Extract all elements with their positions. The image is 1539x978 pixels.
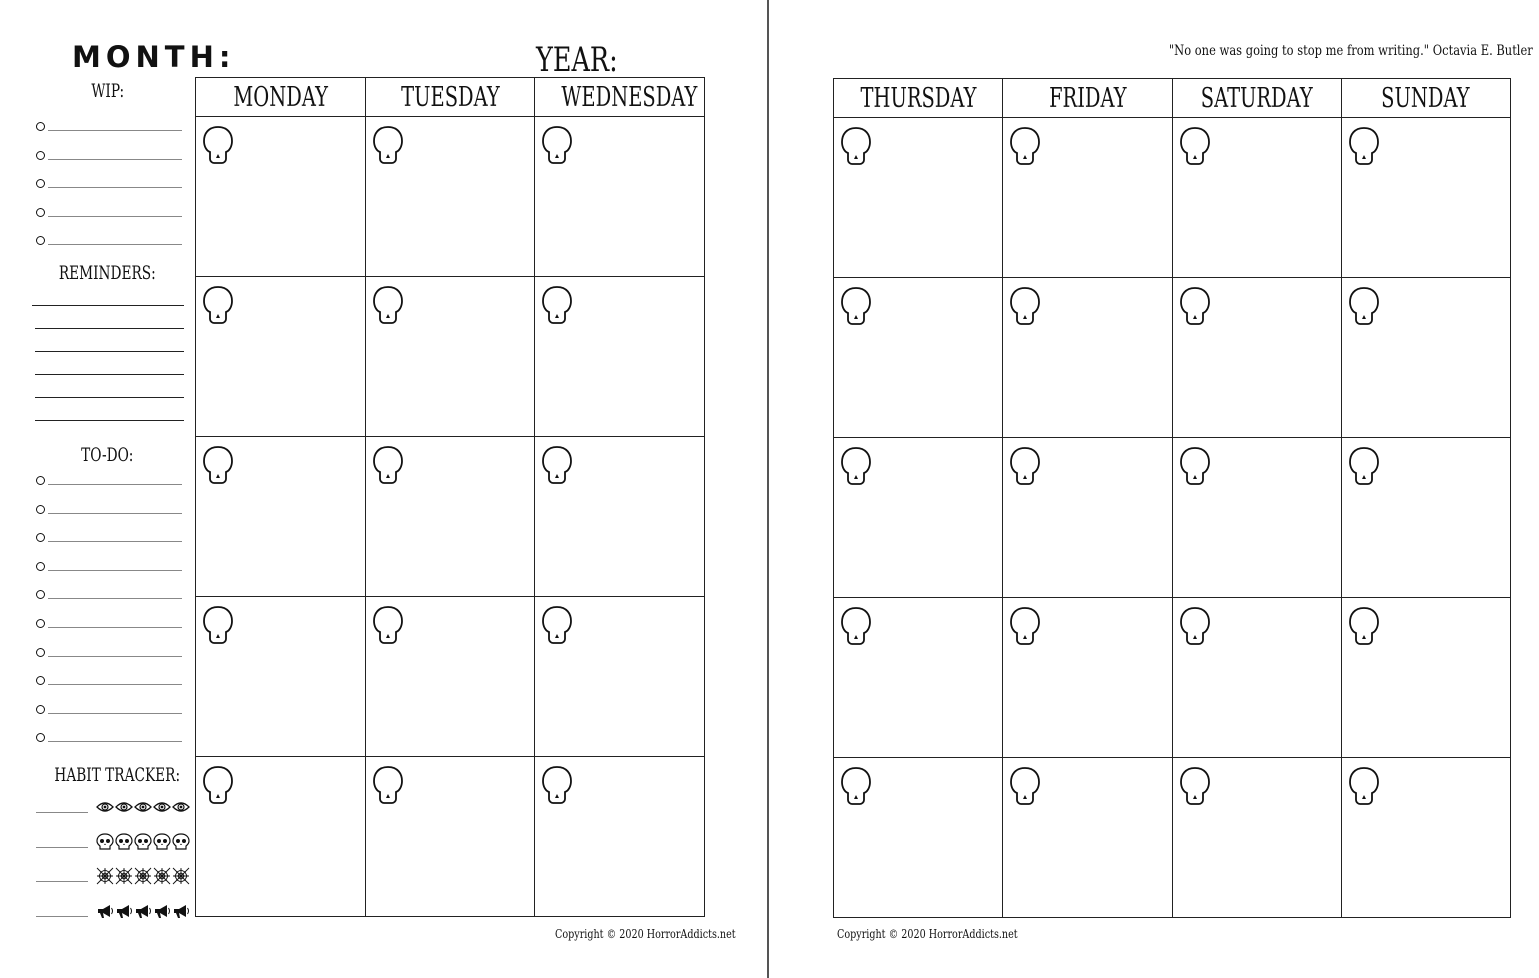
day-cell[interactable] (535, 597, 705, 757)
todo-title-text: TO-DO: (81, 444, 134, 466)
day-cell[interactable] (834, 278, 1003, 438)
skull-icon (1179, 286, 1211, 326)
megaphone-icon (115, 902, 133, 920)
day-cell[interactable] (365, 437, 535, 597)
skull-icon (1009, 766, 1041, 806)
day-cell[interactable] (1003, 758, 1172, 918)
skull-icon (1179, 766, 1211, 806)
day-cell[interactable] (196, 277, 366, 437)
week-row (196, 117, 705, 277)
write-line[interactable] (48, 598, 182, 599)
day-cell[interactable] (196, 597, 366, 757)
reminder-line[interactable] (35, 328, 184, 329)
day-cell[interactable] (1003, 438, 1172, 598)
week-row (834, 438, 1511, 598)
week-row (834, 758, 1511, 918)
week-row (196, 757, 705, 917)
day-header-label: TUESDAY (400, 81, 500, 113)
skull-icon (1179, 606, 1211, 646)
day-cell[interactable] (1341, 758, 1510, 918)
bullet-circle-icon[interactable] (36, 122, 45, 131)
spiderweb-icon (172, 867, 190, 885)
day-header-label: SATURDAY (1200, 82, 1313, 114)
skull-icon (1348, 766, 1380, 806)
habit-name-line[interactable] (36, 916, 88, 917)
day-cell[interactable] (365, 117, 535, 277)
spiderweb-icon (115, 867, 133, 885)
day-header-label: THURSDAY (860, 82, 977, 114)
day-cell[interactable] (834, 438, 1003, 598)
skull-icon (202, 605, 234, 645)
write-line[interactable] (48, 187, 182, 188)
month-label: MONTH: (72, 40, 236, 74)
day-cell[interactable] (1172, 278, 1341, 438)
day-header-label: SUNDAY (1381, 82, 1471, 114)
habit-icons[interactable] (96, 902, 190, 920)
reminder-line[interactable] (35, 374, 184, 375)
day-header-wednesday (535, 78, 705, 117)
reminder-line[interactable] (35, 351, 184, 352)
reminder-line[interactable] (35, 397, 184, 398)
year-label-text: YEAR: (536, 40, 618, 80)
skull-icon (541, 125, 573, 165)
skull-icon (96, 833, 114, 851)
day-header-monday (196, 78, 366, 117)
skull-icon (202, 445, 234, 485)
habit-name-line[interactable] (36, 812, 88, 813)
bullet-circle-icon[interactable] (36, 590, 45, 599)
habit-name-line[interactable] (36, 881, 88, 882)
write-line[interactable] (48, 627, 182, 628)
eye-icon (134, 798, 152, 816)
bullet-circle-icon[interactable] (36, 648, 45, 657)
week-row (834, 278, 1511, 438)
skull-icon (1009, 286, 1041, 326)
skull-icon (172, 833, 190, 851)
copyright-right-text: Copyright © 2020 HorrorAddicts.net (837, 927, 1018, 941)
copyright-left (555, 927, 781, 942)
bullet-circle-icon[interactable] (36, 676, 45, 685)
spiderweb-icon (134, 867, 152, 885)
bullet-circle-icon[interactable] (36, 705, 45, 714)
calendar-left (195, 77, 705, 917)
day-header-label: MONDAY (233, 81, 328, 113)
habit-name-line[interactable] (36, 847, 88, 848)
bullet-circle-icon[interactable] (36, 236, 45, 245)
day-cell[interactable] (1003, 118, 1172, 278)
write-line[interactable] (48, 741, 182, 742)
copyright-right (837, 927, 1063, 942)
habit-icons[interactable] (96, 867, 190, 885)
skull-icon (372, 445, 404, 485)
bullet-circle-icon[interactable] (36, 562, 45, 571)
skull-icon (1348, 606, 1380, 646)
day-cell[interactable] (535, 437, 705, 597)
bullet-circle-icon[interactable] (36, 476, 45, 485)
megaphone-icon (172, 902, 190, 920)
copyright-left-text: Copyright © 2020 HorrorAddicts.net (555, 927, 736, 941)
wip-title-text: WIP: (91, 80, 124, 102)
megaphone-icon (134, 902, 152, 920)
skull-icon (840, 446, 872, 486)
habit-row (36, 833, 191, 857)
day-cell[interactable] (834, 598, 1003, 758)
skull-icon (840, 286, 872, 326)
habit-row (36, 902, 191, 926)
reminders-title (30, 262, 185, 285)
page-divider (767, 0, 769, 978)
day-cell[interactable] (1003, 598, 1172, 758)
week-row (196, 597, 705, 757)
bullet-circle-icon[interactable] (36, 179, 45, 188)
reminder-line[interactable] (32, 305, 184, 306)
day-cell[interactable] (196, 437, 366, 597)
day-cell[interactable] (1003, 278, 1172, 438)
day-cell[interactable] (834, 758, 1003, 918)
day-cell[interactable] (196, 757, 366, 917)
bullet-circle-icon[interactable] (36, 733, 45, 742)
write-line[interactable] (48, 484, 182, 485)
skull-icon (115, 833, 133, 851)
skull-icon (1179, 446, 1211, 486)
day-cell[interactable] (1172, 438, 1341, 598)
skull-icon (541, 765, 573, 805)
skull-icon (840, 766, 872, 806)
day-header-friday (1003, 79, 1172, 118)
wip-title (30, 80, 185, 103)
day-header-sunday (1341, 79, 1510, 118)
skull-icon (1009, 126, 1041, 166)
skull-icon (1009, 606, 1041, 646)
habit-icons[interactable] (96, 833, 190, 851)
write-line[interactable] (48, 216, 182, 217)
day-header-label: WEDNESDAY (561, 81, 698, 113)
bullet-circle-icon[interactable] (36, 619, 45, 628)
megaphone-icon (96, 902, 114, 920)
megaphone-icon (153, 902, 171, 920)
skull-icon (134, 833, 152, 851)
habit-row (36, 867, 191, 891)
spiderweb-icon (96, 867, 114, 885)
day-cell[interactable] (535, 117, 705, 277)
skull-icon (372, 765, 404, 805)
write-line[interactable] (48, 130, 182, 131)
week-row (196, 437, 705, 597)
day-header-tuesday (365, 78, 535, 117)
write-line[interactable] (48, 570, 182, 571)
day-header-thursday (834, 79, 1003, 118)
write-line[interactable] (48, 244, 182, 245)
week-row (834, 118, 1511, 278)
day-cell[interactable] (365, 277, 535, 437)
spiderweb-icon (153, 867, 171, 885)
day-cell[interactable] (196, 117, 366, 277)
eye-icon (153, 798, 171, 816)
skull-icon (1179, 126, 1211, 166)
skull-icon (840, 606, 872, 646)
habit-tracker-title-text: HABIT TRACKER: (54, 764, 181, 786)
eye-icon (96, 798, 114, 816)
day-cell[interactable] (1341, 598, 1510, 758)
skull-icon (372, 285, 404, 325)
day-cell[interactable] (1341, 278, 1510, 438)
skull-icon (541, 605, 573, 645)
eye-icon (172, 798, 190, 816)
bullet-circle-icon[interactable] (36, 505, 45, 514)
skull-icon (1348, 446, 1380, 486)
day-cell[interactable] (1341, 438, 1510, 598)
skull-icon (541, 285, 573, 325)
skull-icon (153, 833, 171, 851)
day-cell[interactable] (1172, 758, 1341, 918)
day-cell[interactable] (1172, 598, 1341, 758)
skull-icon (541, 445, 573, 485)
calendar-right (833, 78, 1511, 918)
write-line[interactable] (48, 541, 182, 542)
habit-row (36, 798, 191, 822)
skull-icon (372, 605, 404, 645)
skull-icon (202, 125, 234, 165)
day-cell[interactable] (1172, 118, 1341, 278)
bullet-circle-icon[interactable] (36, 208, 45, 217)
week-row (834, 598, 1511, 758)
reminders-title-text: REMINDERS: (59, 262, 156, 284)
todo-title (30, 444, 185, 467)
skull-icon (840, 126, 872, 166)
week-row (196, 277, 705, 437)
day-cell[interactable] (535, 757, 705, 917)
habit-tracker-title (30, 764, 185, 787)
skull-icon (202, 765, 234, 805)
eye-icon (115, 798, 133, 816)
skull-icon (1009, 446, 1041, 486)
bullet-circle-icon[interactable] (36, 533, 45, 542)
skull-icon (1348, 126, 1380, 166)
write-line[interactable] (48, 513, 182, 514)
quote (1089, 43, 1533, 60)
day-cell[interactable] (535, 277, 705, 437)
day-header-saturday (1172, 79, 1341, 118)
habit-icons[interactable] (96, 798, 190, 816)
day-cell[interactable] (365, 757, 535, 917)
day-cell[interactable] (834, 118, 1003, 278)
write-line[interactable] (48, 684, 182, 685)
day-header-label: FRIDAY (1048, 82, 1127, 114)
quote-text: "No one was going to stop me from writing." Octavia E. Butler (1168, 43, 1533, 59)
write-line[interactable] (48, 713, 182, 714)
day-cell[interactable] (365, 597, 535, 757)
year-label (536, 40, 645, 80)
skull-icon (202, 285, 234, 325)
day-cell[interactable] (1341, 118, 1510, 278)
reminder-line[interactable] (35, 420, 184, 421)
skull-icon (1348, 286, 1380, 326)
skull-icon (372, 125, 404, 165)
bullet-circle-icon[interactable] (36, 151, 45, 160)
write-line[interactable] (48, 159, 182, 160)
write-line[interactable] (48, 656, 182, 657)
